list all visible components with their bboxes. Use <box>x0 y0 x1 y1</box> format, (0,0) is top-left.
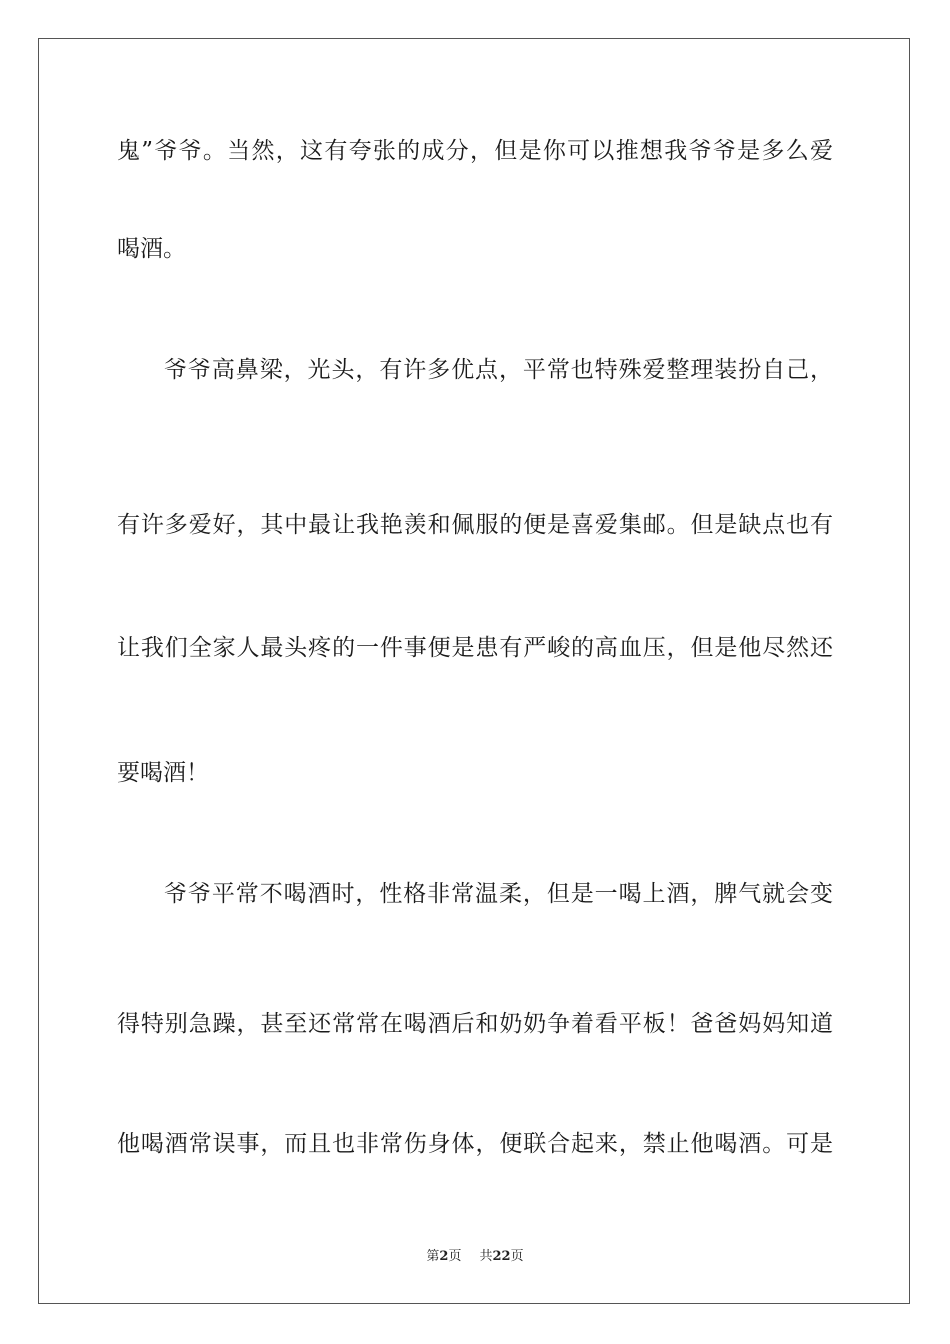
paragraph-line: 得特别急躁，甚至还常常在喝酒后和奶奶争着看平板！爸爸妈妈知道 <box>117 1011 833 1037</box>
paragraph-line: 要喝酒！ <box>117 760 209 786</box>
paragraph-line: 有许多爱好，其中最让我艳羡和佩服的便是喜爱集邮。但是缺点也有 <box>117 512 833 538</box>
paragraph-line: 喝酒。 <box>117 236 186 262</box>
page-number-label: 第2页 <box>426 1249 462 1264</box>
page-footer <box>0 1248 950 1266</box>
page-total-label: 共22页 <box>479 1249 524 1264</box>
paragraph-line: 他喝酒常误事，而且也非常伤身体，便联合起来，禁止他喝酒。可是 <box>117 1131 833 1157</box>
page-border <box>38 38 910 1304</box>
paragraph-line: 让我们全家人最头疼的一件事便是患有严峻的高血压，但是他尽然还 <box>117 635 833 661</box>
paragraph-line: 爷爷高鼻梁，光头，有许多优点，平常也特殊爱整理装扮自己， <box>164 357 833 383</box>
paragraph-line: 鬼”爷爷。当然，这有夸张的成分，但是你可以推想我爷爷是多么爱 <box>117 138 833 164</box>
paragraph-line: 爷爷平常不喝酒时，性格非常温柔，但是一喝上酒，脾气就会变 <box>164 881 833 907</box>
